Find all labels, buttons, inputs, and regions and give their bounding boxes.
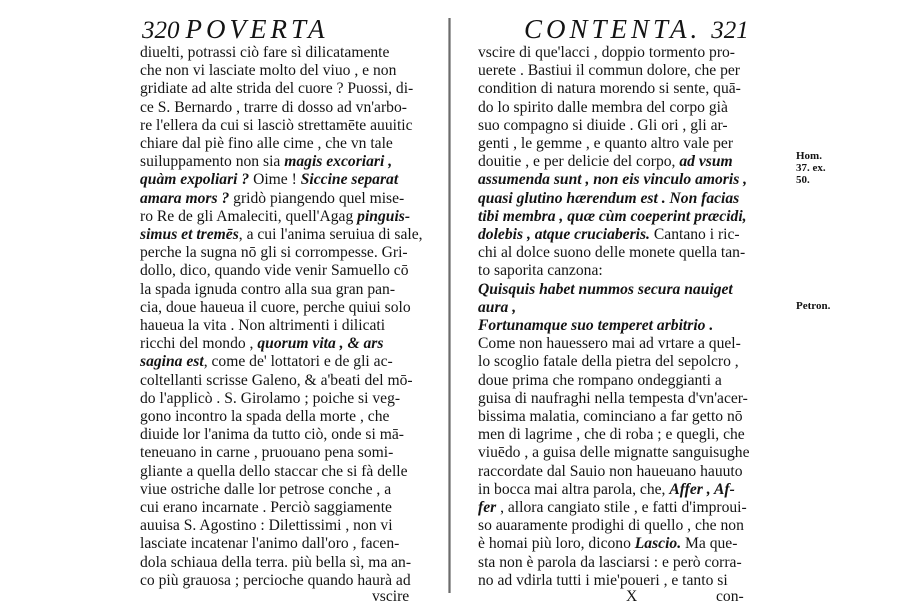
left-text-line: la spada ignuda contro alla sua gran pan- — [140, 280, 396, 298]
book-gutter — [448, 18, 451, 593]
right-text-line: bissima malatia, cominciano a far getto nō — [478, 408, 743, 425]
left-text-line: gono incontro la spada della morte , che — [140, 408, 390, 425]
right-text-line: Fortunamque suo temperet arbitrio . — [478, 317, 714, 334]
right-text-line: Come non hauessero mai ad vrtare a quel- — [478, 335, 741, 353]
right-text-line: do lo spirito dalle membra del corpo già — [478, 98, 728, 116]
left-text-line: chiare dal piè fino alle cime , che vn tale — [140, 135, 393, 152]
left-text-line: re l'ellera da cui si lasciò strettamēte auuitic — [140, 116, 413, 134]
right-text-line: no ad vdirla tutti i mie'poueri , e tanto si — [478, 571, 728, 589]
left-text-line: gliante a quella dello staccar che si fà delle — [140, 462, 408, 480]
right-text-line: assumenda sunt , non eis vinculo amoris , — [478, 171, 748, 189]
left-text-line: simus et tremēs, a cui l'anima seruiua di sale, — [140, 226, 423, 243]
right-text-line: douitie , e per delicie del corpo, ad vsum — [478, 153, 733, 171]
left-text-line: ro Re de gli Amaleciti, quell'Agag pinguis- — [140, 207, 411, 225]
margin-note-line: Hom. — [796, 150, 822, 162]
right-text-line: Quisquis habet nummos secura nauiget — [478, 280, 733, 298]
right-text-line: è homai più loro, dicono Lascio. Ma que- — [478, 535, 738, 553]
margin-note-line: 50. — [796, 174, 810, 186]
right-text-line: men di lagrime , che di roba ; e quegli, che — [478, 426, 745, 444]
left-text-line: lasciate incatenar l'animo dall'oro , facen- — [140, 535, 400, 553]
right-text-line: genti , le gemme , e quanto altro vale per — [478, 135, 734, 152]
left-text-line: sagina est, come de' lottatori e de gli ac- — [140, 353, 393, 371]
left-text-line: haueua la vita . Non altrimenti i dilicati — [140, 317, 386, 334]
left-text-line: ce S. Bernardo , trarre di dosso ad vn'arbo- — [140, 98, 407, 116]
right-text-line: fer , allora cangiato stile , e fatti d'improui- — [478, 499, 747, 516]
left-text-line: suiluppamento non sia magis excoriari , — [140, 153, 393, 171]
right-text-line: in bocca mai altra parola, che, Affer , Af- — [478, 480, 735, 498]
left-text-line: do l'applicò . S. Girolamo ; poiche si veg- — [140, 389, 401, 407]
left-text-line: teneuano in carne , pruouano pena somi- — [140, 444, 394, 462]
right-text-line: tibi membra , quæ cùm coeperint præcidi, — [478, 207, 747, 225]
left-text-line: cui erano incarnate . Perciò saggiamente — [140, 499, 392, 516]
right-text-line: uerete . Bastiui il commun dolore, che per — [478, 62, 740, 80]
margin-note — [796, 300, 830, 312]
left-text-line: diuide lor l'anima da tutto ciò, onde si mā- — [140, 426, 404, 444]
right-page-number: 321 — [711, 17, 749, 44]
left-text-line: coltellanti scrisse Galeno, & a'beati del mō- — [140, 371, 413, 389]
right-text-line: dolebis , atque cruciaberis. Cantano i ric- — [478, 226, 740, 243]
margin-note-line: Petron. — [796, 300, 831, 312]
left-page-number: 320 — [142, 17, 180, 44]
right-text-line: sta non è parola da lasciarsi : e però corra- — [478, 553, 742, 571]
left-text-line: dola schiaua della terra. più bella sì, ma an- — [140, 553, 412, 571]
left-text-line: amara mors ? gridò piangendo quel mise- — [140, 189, 405, 207]
right-text-line: suo compagno si diuide . Gli ori , gli ar- — [478, 116, 728, 134]
signature-mark: X — [626, 588, 638, 605]
left-text-line: cia, doue haueua il cuore, perche quiui solo — [140, 298, 411, 316]
left-text-line: viue ostriche dalle lor petrose conche , a — [140, 480, 392, 498]
left-text-line: gridiate ad alte strida del cuore ? Puossi, di- — [140, 80, 414, 98]
left-text-line: dollo, dico, quando vide venir Samuello cō — [140, 262, 409, 280]
right-text-line: lo scoglio fatale della pietra del sepolcro , — [478, 353, 739, 371]
right-text-line: guisa di naufraghi nella tempesta d'vn'acer- — [478, 389, 748, 407]
left-text-line: che non vi lasciate molto del viuo , e non — [140, 62, 397, 80]
right-text-line: chi al dolce suono delle monete quella tan- — [478, 244, 746, 262]
right-text-line: raccordate dal Sauio non haueuano hauuto — [478, 462, 743, 480]
left-text-line: diuelti, potrassi ciò fare sì dilicatamente — [140, 44, 390, 61]
margin-note-line: 37. ex. — [796, 162, 826, 174]
right-catchword: con- — [716, 588, 744, 605]
right-running-head-title: CONTENTA. — [524, 14, 702, 44]
left-text-line: ricchi del mondo , quorum vita , & ars — [140, 335, 384, 353]
right-text-line: aura , — [478, 298, 517, 316]
right-text-line: so auaramente prodighi di quello , che non — [478, 517, 744, 535]
left-text-line: quàm expoliari ? Oime ! Siccine separat — [140, 171, 399, 189]
right-text-line: viuēdo , a guisa delle mignatte sanguisughe — [478, 444, 750, 462]
left-running-head-title: POVERTA — [185, 14, 329, 44]
right-text-line: vscire di que'lacci , doppio tormento pro- — [478, 44, 735, 61]
right-text-line: to saporita canzona: — [478, 262, 603, 280]
right-text-line: doue prima che rompano ondeggianti a — [478, 371, 722, 389]
margin-note — [796, 150, 826, 186]
left-text-line: perche la sugna nō gli si corrompesse. Gri- — [140, 244, 408, 262]
left-text-line: auuisa S. Agostino : Dilettissimi , non vi — [140, 517, 393, 535]
left-text-line: co più grauosa ; percioche quando haurà ad — [140, 571, 411, 589]
right-text-line: condition di natura morendo si sente, quā- — [478, 80, 741, 98]
right-text-line: quasi glutino hærendum est . Non facias — [478, 189, 740, 207]
left-catchword: vscire — [372, 588, 410, 605]
